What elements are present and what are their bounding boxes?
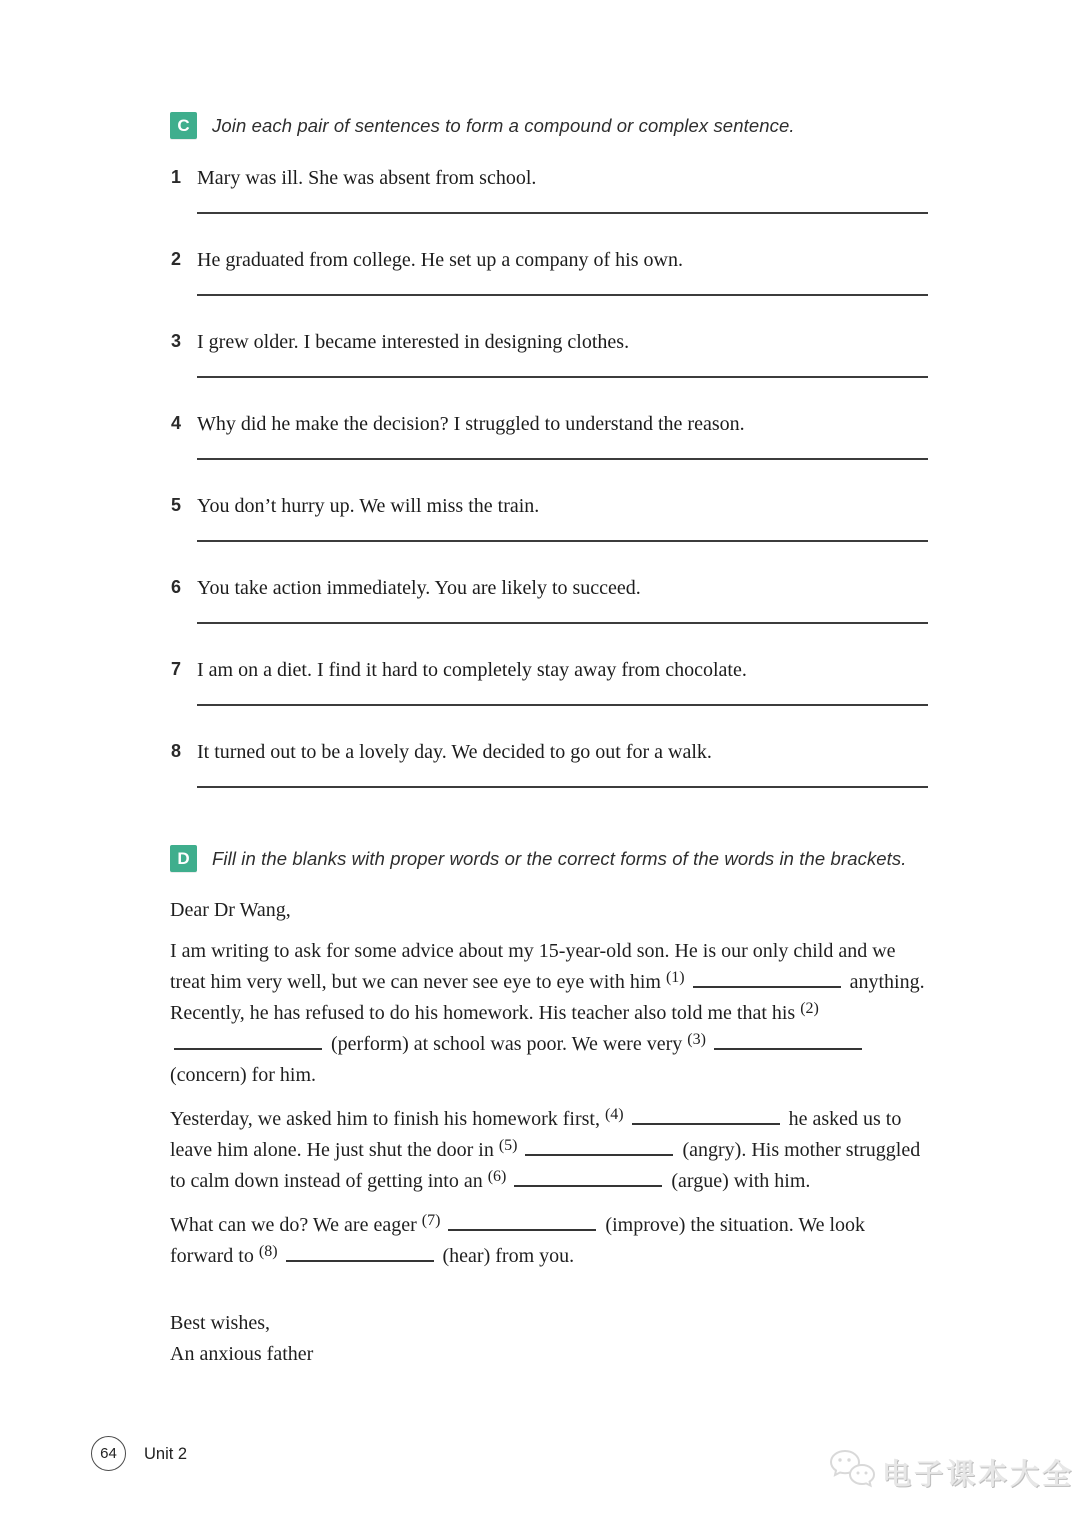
page-number: 64 [100, 1445, 117, 1462]
answer-line [197, 540, 928, 542]
item-number: 7 [171, 659, 182, 679]
answer-line [197, 212, 928, 214]
exercise-item [170, 739, 930, 821]
fill-in-blank [514, 1173, 662, 1187]
item-sentence: I am on a diet. I find it hard to completely stay away from chocolate. [197, 659, 747, 681]
unit-label: Unit 2 [144, 1445, 188, 1463]
item-sentence: I grew older. I became interested in designing clothes. [197, 331, 630, 353]
fill-in-blank [525, 1142, 673, 1156]
exercise-item [170, 329, 930, 411]
item-number: 8 [171, 741, 182, 761]
blank-number: (2) [800, 1000, 819, 1017]
item-number: 4 [171, 413, 182, 433]
fill-in-blank [632, 1111, 780, 1125]
fill-in-blank [174, 1036, 322, 1050]
answer-line [197, 622, 928, 624]
exercise-item [170, 411, 930, 493]
exercise-item [170, 165, 930, 247]
answer-line [197, 786, 928, 788]
answer-line [197, 704, 928, 706]
blank-number: (7) [421, 1212, 441, 1229]
item-sentence: It turned out to be a lovely day. We decided to go out for a walk. [197, 741, 712, 763]
section-d-badge: D [170, 845, 197, 872]
item-sentence: You take action immediately. You are likely to succeed. [197, 577, 641, 599]
item-number: 2 [171, 249, 182, 269]
blank-number: (4) [604, 1106, 624, 1123]
answer-line [197, 458, 928, 460]
section-d [170, 845, 930, 1370]
letter-paragraph: What can we do? We are eager $^{(7)}$ (improve) the situation. We look forward to $^{(8)}$ (hear) from you. [170, 1212, 866, 1267]
fill-in-blank [448, 1217, 596, 1231]
item-sentence: Mary was ill. She was absent from school. [197, 167, 537, 189]
section-d-instruction: Fill in the blanks with proper words or the correct forms of the words in the brackets. [212, 847, 907, 869]
letter-closing [170, 1308, 930, 1370]
item-sentence: Why did he make the decision? I struggled to understand the reason. [197, 413, 745, 435]
blank-number: (5) [498, 1137, 518, 1154]
fill-in-blank [693, 974, 841, 988]
section-c-instruction: Join each pair of sentences to form a compound or complex sentence. [212, 114, 795, 136]
watermark-text: 电子课本大全 [882, 1459, 1075, 1491]
item-number: 3 [171, 331, 182, 351]
closing-line: Best wishes, [170, 1312, 270, 1334]
letter-paragraph: Yesterday, we asked him to finish his homework first, $^{(4)}$ he asked us to leave him alone. He just shut the door in $^{(5)}$ (angry). His mother struggled to calm down instead of getting into an $^{(6)}$ (argue) with him. [170, 1106, 921, 1192]
item-number: 6 [171, 577, 182, 597]
section-c-badge: C [170, 112, 197, 139]
section-d-header [170, 845, 930, 872]
section-c [170, 112, 930, 821]
exercise-c-items [170, 165, 930, 821]
publisher-watermark [828, 1448, 1074, 1497]
exercise-item [170, 657, 930, 739]
item-sentence: He graduated from college. He set up a company of his own. [197, 249, 683, 271]
exercise-item [170, 493, 930, 575]
chat-bubbles-logo-icon [828, 1448, 876, 1497]
closing-line: An anxious father [170, 1343, 314, 1365]
answer-line [197, 294, 928, 296]
item-number: 1 [171, 167, 182, 187]
section-c-header [170, 112, 930, 139]
blank-number: (3) [687, 1031, 706, 1048]
exercise-item [170, 247, 930, 329]
exercise-item [170, 575, 930, 657]
letter-paragraph: I am writing to ask for some advice about my 15-year-old son. He is our only child and we treat him very well, but we can never see eye to eye with him $^{(1)}$ anything. Recently, he has refused to do his homework. His teacher also told me that his $^{(2)}$ (perform) at school was poor. We were very $^{(3)}$ (concern) for him. [170, 940, 925, 1086]
item-sentence: You don’t hurry up. We will miss the train. [197, 495, 540, 517]
letter-salutation: Dear Dr Wang, [170, 899, 291, 921]
answer-line [197, 376, 928, 378]
item-number: 5 [171, 495, 182, 515]
fill-in-blank [286, 1248, 434, 1262]
blank-number: (6) [487, 1168, 507, 1185]
page-number-badge [91, 1436, 126, 1471]
blank-number: (1) [665, 969, 685, 986]
fill-in-blank [714, 1036, 862, 1050]
blank-number: (8) [258, 1243, 278, 1260]
